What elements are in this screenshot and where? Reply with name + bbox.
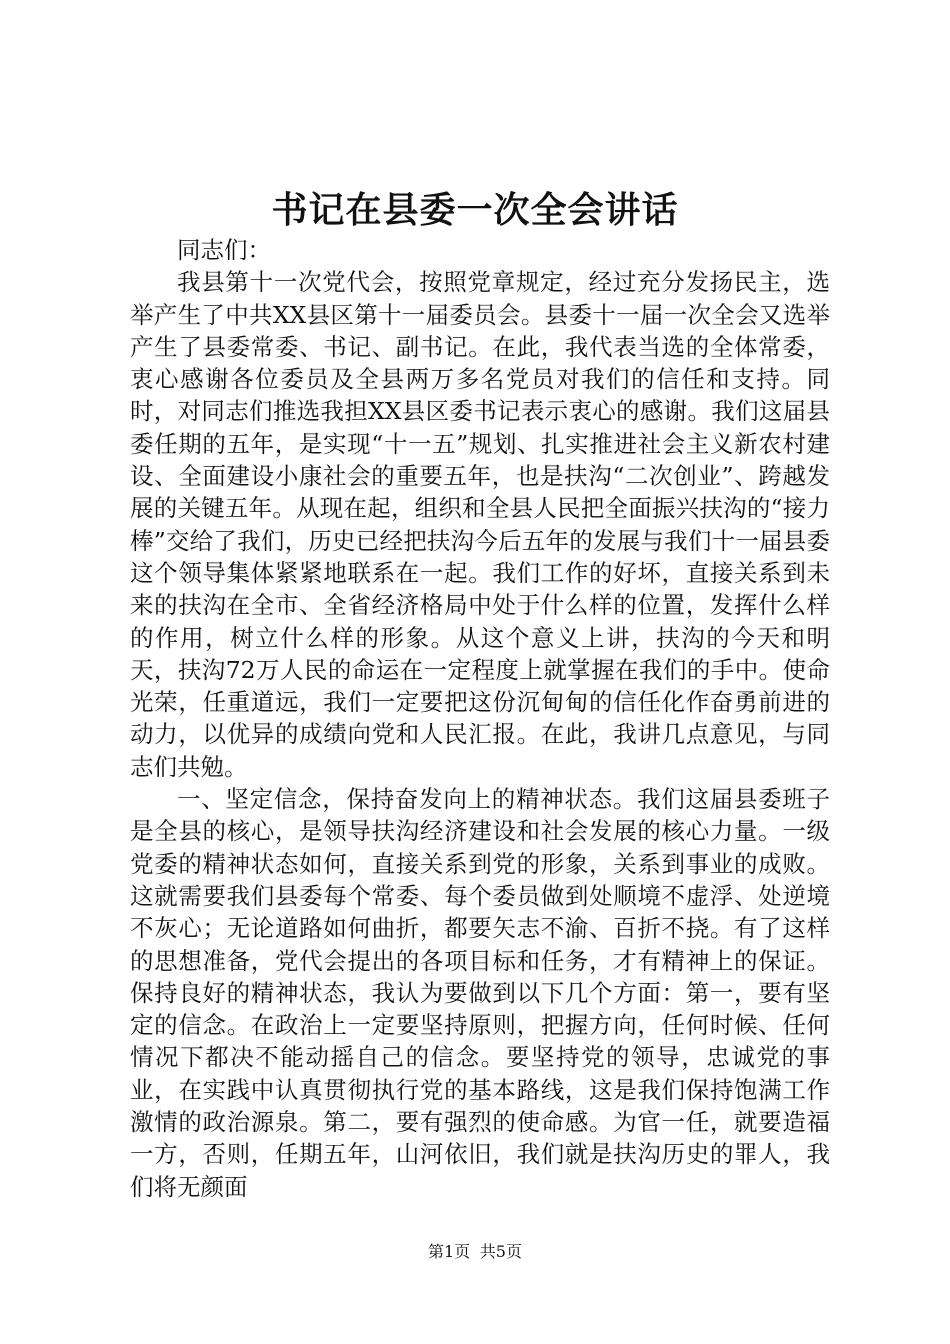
document-title: 书记在县委一次全会讲话 — [271, 189, 679, 231]
document-body — [130, 234, 830, 1203]
salutation: 同志们： — [177, 236, 271, 264]
page-number: 第1页 — [428, 1242, 471, 1261]
page-total: 共5页 — [479, 1242, 522, 1261]
page-footer — [0, 1240, 950, 1264]
body-paragraph: 一、坚定信念，保持奋发向上的精神状态。我们这届县委班子是全县的核心，是领导扶沟经济建设和社会发展的核心力量。一级党委的精神状态如何，直接关系到党的形象，关系到事业的成败。这就需要我们县委每个常委、每个委员做到处顺境不虚浮、处逆境不灰心；无论道路如何曲折，都要矢志不渝、百折不挠。有了这样的思想准备，党代会提出的各项目标和任务，才有精神上的保证。保持良好的精神状态，我认为要做到以下几个方面：第一，要有坚定的信念。在政治上一定要坚持原则，把握方向，任何时候、任何情况下都决不能动摇自己的信念。要坚持党的领导，忠诚党的事业，在实践中认真贯彻执行党的基本路线，这是我们保持饱满工作激情的政治源泉。第二，要有强烈的使命感。为官一任，就要造福一方，否则，任期五年，山河依旧，我们就是扶沟历史的罪人，我们将无颜面 — [130, 785, 830, 1201]
body-paragraph: 我县第十一次党代会，按照党章规定，经过充分发扬民主，选举产生了中共XX县区第十一届委员会。县委十一届一次全会又选举产生了县委常委、书记、副书记。在此，我代表当选的全体常委，衷心感谢各位委员及全县两万多名党员对我们的信任和支持。同时，对同志们推选我担XX县区委书记表示衷心的感谢。我们这届县委任期的五年，是实现“十一五”规划、扎实推进社会主义新农村建设、全面建设小康社会的重要五年，也是扶沟“二次创业”、跨越发展的关键五年。从现在起，组织和全县人民把全面振兴扶沟的“接力棒”交给了我们，历史已经把扶沟今后五年的发展与我们十一届县委这个领导集体紧紧地联系在一起。我们工作的好坏，直接关系到未来的扶沟在全市、全省经济格局中处于什么样的位置，发挥什么样的作用，树立什么样的形象。从这个意义上讲，扶沟的今天和明天，扶沟72万人民的命运在一定程度上就掌握在我们的手中。使命光荣，任重道远，我们一定要把这份沉甸甸的信任化作奋勇前进的动力，以优异的成绩向党和人民汇报。在此，我讲几点意见，与同志们共勉。 — [130, 268, 830, 781]
